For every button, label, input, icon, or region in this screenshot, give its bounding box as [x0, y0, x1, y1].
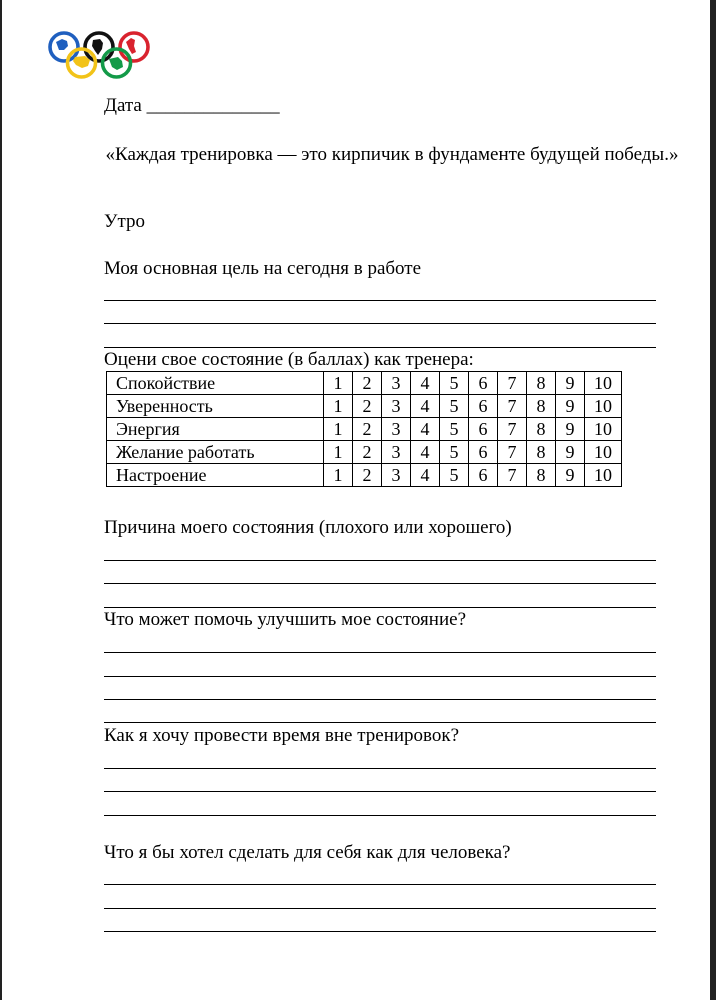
score-option[interactable]: 10	[585, 418, 622, 441]
score-option[interactable]: 1	[324, 372, 353, 395]
score-option[interactable]: 6	[469, 418, 498, 441]
yellow-ring-continent	[73, 56, 90, 68]
score-option[interactable]: 3	[382, 372, 411, 395]
score-option[interactable]: 6	[469, 372, 498, 395]
score-option[interactable]: 2	[353, 418, 382, 441]
score-option[interactable]: 7	[498, 418, 527, 441]
goal-answer-line-1[interactable]	[104, 300, 656, 301]
rating-row	[107, 464, 622, 487]
blue-ring-continent	[56, 39, 68, 50]
for-myself-answer-line-1[interactable]	[104, 884, 656, 885]
score-option[interactable]: 5	[440, 372, 469, 395]
score-option[interactable]: 5	[440, 395, 469, 418]
free-time-answer-line-1[interactable]	[104, 768, 656, 769]
red-ring-continent	[126, 38, 136, 54]
improve-answer-line-3[interactable]	[104, 699, 656, 700]
rating-row-label: Уверенность	[107, 395, 324, 418]
score-option[interactable]: 9	[556, 418, 585, 441]
motivational-quote: «Каждая тренировка — это кирпичик в фундаменте будущей победы.»	[105, 144, 679, 165]
free-time-answer-line-3[interactable]	[104, 815, 656, 816]
question-free-time: Как я хочу провести время вне тренировок?	[104, 725, 460, 746]
rating-row	[107, 418, 622, 441]
score-option[interactable]: 4	[411, 395, 440, 418]
score-option[interactable]: 8	[527, 395, 556, 418]
score-option[interactable]: 7	[498, 395, 527, 418]
score-option[interactable]: 2	[353, 464, 382, 487]
score-option[interactable]: 4	[411, 441, 440, 464]
date-line	[104, 94, 280, 118]
score-option[interactable]: 6	[469, 464, 498, 487]
score-option[interactable]: 5	[440, 418, 469, 441]
date-label: Дата	[104, 95, 142, 116]
score-option[interactable]: 10	[585, 372, 622, 395]
for-myself-answer-line-3[interactable]	[104, 931, 656, 932]
score-option[interactable]: 9	[556, 464, 585, 487]
rating-row	[107, 372, 622, 395]
worksheet-page	[2, 0, 710, 1000]
score-option[interactable]: 6	[469, 395, 498, 418]
goal-question: Моя основная цель на сегодня в работе	[104, 258, 422, 279]
score-option[interactable]: 1	[324, 395, 353, 418]
score-option[interactable]: 6	[469, 441, 498, 464]
black-ring-continent	[92, 39, 103, 55]
score-option[interactable]: 3	[382, 395, 411, 418]
improve-answer-line-2[interactable]	[104, 676, 656, 677]
rating-row-label: Настроение	[107, 464, 324, 487]
rating-row	[107, 395, 622, 418]
section-morning: Утро	[104, 211, 145, 232]
score-option[interactable]: 7	[498, 441, 527, 464]
score-option[interactable]: 5	[440, 464, 469, 487]
rating-row	[107, 441, 622, 464]
green-ring-continent	[109, 57, 123, 70]
score-option[interactable]: 10	[585, 395, 622, 418]
reason-answer-line-2[interactable]	[104, 583, 656, 584]
score-option[interactable]: 8	[527, 418, 556, 441]
score-option[interactable]: 4	[411, 418, 440, 441]
rating-row-label: Спокойствие	[107, 372, 324, 395]
score-option[interactable]: 1	[324, 464, 353, 487]
score-option[interactable]: 4	[411, 464, 440, 487]
rating-row-label: Желание работать	[107, 441, 324, 464]
score-option[interactable]: 2	[353, 372, 382, 395]
score-option[interactable]: 3	[382, 418, 411, 441]
score-option[interactable]: 7	[498, 372, 527, 395]
score-option[interactable]: 9	[556, 441, 585, 464]
score-option[interactable]: 2	[353, 441, 382, 464]
question-improve: Что может помочь улучшить мое состояние?	[104, 609, 467, 630]
question-reason: Причина моего состояния (плохого или хорошего)	[104, 517, 512, 538]
rating-prompt: Оцени свое состояние (в баллах) как тренера:	[104, 349, 474, 370]
rating-row-label: Энергия	[107, 418, 324, 441]
goal-answer-line-2[interactable]	[104, 323, 656, 324]
score-option[interactable]: 8	[527, 464, 556, 487]
free-time-answer-line-2[interactable]	[104, 791, 656, 792]
question-for-myself: Что я бы хотел сделать для себя как для человека?	[104, 842, 511, 863]
score-option[interactable]: 10	[585, 441, 622, 464]
score-option[interactable]: 2	[353, 395, 382, 418]
score-option[interactable]: 9	[556, 395, 585, 418]
score-option[interactable]: 3	[382, 464, 411, 487]
self-rating-table	[106, 371, 622, 487]
score-option[interactable]: 4	[411, 372, 440, 395]
score-option[interactable]: 1	[324, 418, 353, 441]
date-blank[interactable]: ______________	[146, 95, 280, 116]
score-option[interactable]: 8	[527, 441, 556, 464]
reason-answer-line-1[interactable]	[104, 560, 656, 561]
score-option[interactable]: 10	[585, 464, 622, 487]
score-option[interactable]: 1	[324, 441, 353, 464]
for-myself-answer-line-2[interactable]	[104, 908, 656, 909]
score-option[interactable]: 7	[498, 464, 527, 487]
improve-answer-line-4[interactable]	[104, 722, 656, 723]
olympic-rings-logo	[46, 30, 156, 82]
improve-answer-line-1[interactable]	[104, 652, 656, 653]
score-option[interactable]: 9	[556, 372, 585, 395]
score-option[interactable]: 3	[382, 441, 411, 464]
score-option[interactable]: 5	[440, 441, 469, 464]
score-option[interactable]: 8	[527, 372, 556, 395]
